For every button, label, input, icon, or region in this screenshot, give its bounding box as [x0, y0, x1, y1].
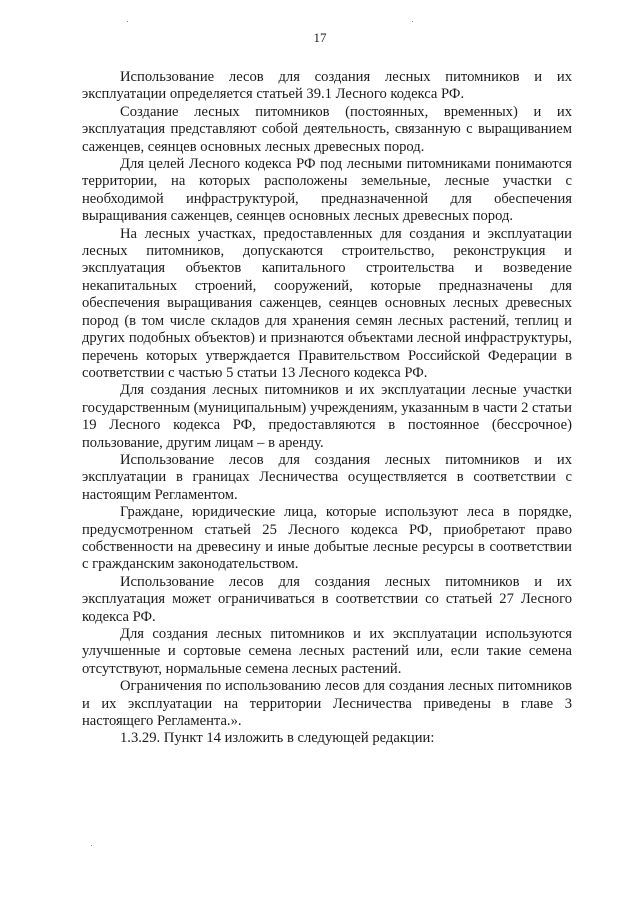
paragraph: Для целей Лесного кодекса РФ под лесными питомниками понимаются территории, на которых расположены земельные, лесные участки с необходимой инфраструктурой, предназначенной для обеспечения выращивания саженцев, сеянцев основных лесных древесных пород.	[82, 156, 572, 225]
paragraph: Использование лесов для создания лесных питомников и их эксплуатации определяется статьей 39.1 Лесного кодекса РФ.	[82, 69, 572, 103]
paragraph: Использование лесов для создания лесных питомников и их эксплуатации в границах Лесничества осуществляется в соответствии с настоящим Регламентом.	[82, 451, 572, 503]
scan-speck	[127, 21, 128, 22]
paragraph: На лесных участках, предоставленных для создания и эксплуатации лесных питомников, допускаются строительство, реконструкция и эксплуатация объектов капитального строительства и возведение некапитальных строений, сооружений, которые предназначены для обеспечения выращивания саженцев, сеянцев основных лесных древесных пород (в том числе складов для хранения семян лесных растений, теплиц и других подобных объектов) и признаются объектами лесной инфраструктуры, перечень которых утверждается Правительством Российской Федерации в соответствии с частью 5 статьи 13 Лесного кодекса РФ.	[82, 225, 572, 381]
paragraph: 1.3.29. Пункт 14 изложить в следующей редакции:	[120, 730, 435, 747]
scan-speck	[412, 21, 413, 22]
scan-speck	[91, 845, 92, 846]
document-body	[82, 69, 572, 748]
paragraph: Создание лесных питомников (постоянных, временных) и их эксплуатация представляют собой деятельность, связанную с выращиванием саженцев, сеянцев основных лесных древесных пород.	[82, 103, 572, 155]
paragraph: Граждане, юридические лица, которые используют леса в порядке, предусмотренном статьей 25 Лесного кодекса РФ, приобретают право собственности на древесину и иные добытые лесные ресурсы в соответствии с гражданским законодательством.	[82, 504, 572, 573]
page-number: 17	[313, 30, 327, 45]
paragraph: Для создания лесных питомников и их эксплуатации используются улучшенные и сортовые семена лесных растений или, если такие семена отсутствуют, нормальные семена лесных растений.	[82, 626, 572, 677]
paragraph: Для создания лесных питомников и их эксплуатации лесные участки государственным (муниципальным) учреждениям, указанным в части 2 статьи 19 Лесного кодекса РФ, предоставляются в постоянное (бессрочное) пользование, другим лицам – в аренду.	[82, 382, 572, 451]
paragraph: Ограничения по использованию лесов для создания лесных питомников и их эксплуатации на территории Лесничества приведены в главе 3 настоящего Регламента.».	[82, 678, 572, 730]
paragraph: Использование лесов для создания лесных питомников и их эксплуатация может ограничиваться в соответствии со статьей 27 Лесного кодекса РФ.	[82, 573, 572, 625]
